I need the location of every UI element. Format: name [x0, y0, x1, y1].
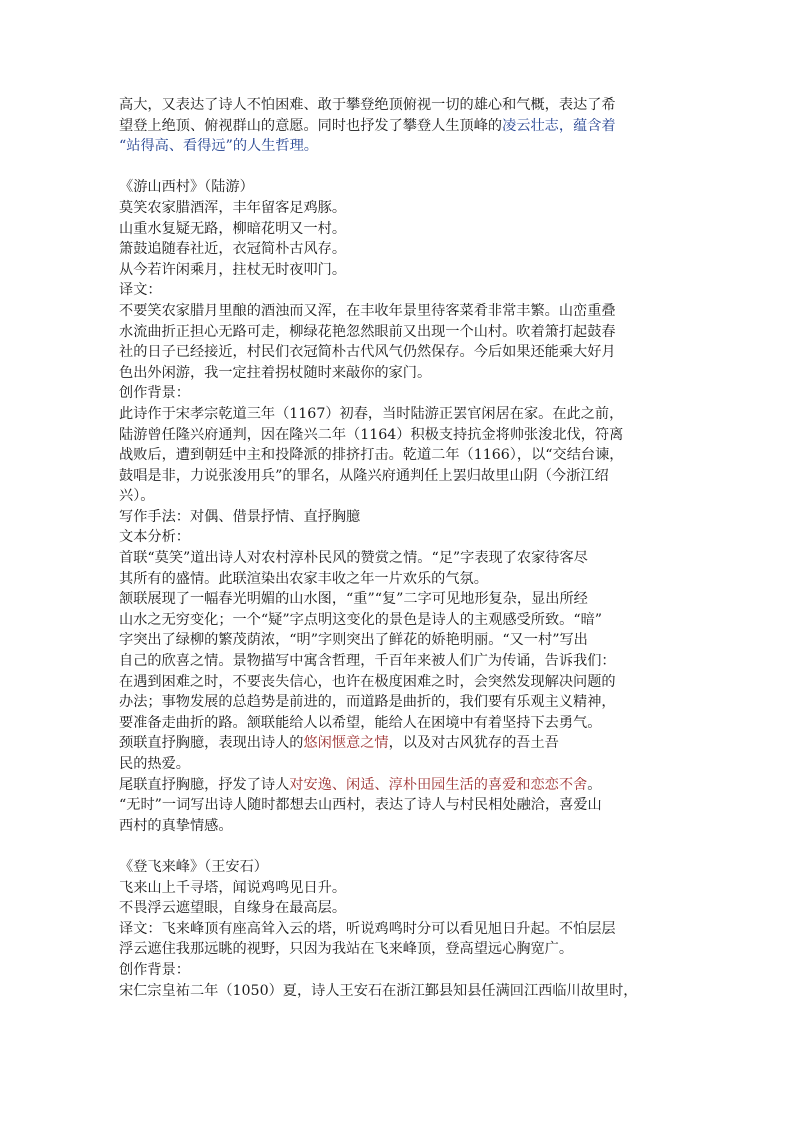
poem1-background: 鼓唱是非，力说张浚用兵”的罪名，从隆兴府通判任上罢归故里山阴（今浙江绍 [119, 467, 609, 484]
poem2-title: 《登飞来峰》（王安石） [119, 858, 268, 875]
tail-text-a: 尾联直抒胸臆，抒发了诗人 [119, 776, 290, 793]
poem1-background-label: 创作背景： [119, 385, 190, 402]
poem2-line: 飞来山上千寻塔，闻说鸡鸣见日升。 [119, 879, 347, 896]
poem1-tail-line-2: “无时”一词写出诗人随时都想去山西村，表达了诗人与村民相处融洽，喜爱山 [119, 797, 602, 814]
poem1-analysis: 字突出了绿柳的繁茂荫浓，“明”字则突出了鲜花的娇艳明丽。“又一村”写出 [119, 632, 588, 649]
poem1-line: 莫笑农家腊酒浑，丰年留客足鸡豚。 [119, 199, 347, 216]
intro-line-1: 高大，又表达了诗人不怕困难、敢于攀登绝顶俯视一切的雄心和气概，表达了希 [119, 97, 616, 113]
poem1-translation: 社的日子已经接近，村民们衣冠简朴古代风气仍然保存。今后如果还能乘大好月 [119, 344, 616, 361]
poem1-line: 箫鼓追随春社近，衣冠简朴古风存。 [119, 241, 347, 258]
poem2-translation: 译文：飞来峰顶有座高耸入云的塔，听说鸡鸣时分可以看见旭日升起。不怕层层 [119, 920, 616, 937]
poem1-neck-line [119, 733, 679, 754]
intro-line-2-text: 望登上绝顶、俯视群山的意愿。同时也抒发了攀登人生顶峰的 [119, 117, 503, 134]
poem1-technique: 写作手法：对偶、借景抒情、直抒胸臆 [119, 508, 361, 525]
poem1-tail-line-3: 西村的真挚情感。 [119, 817, 233, 834]
poem1-translation: 不要笑农家腊月里酿的酒浊而又浑，在丰收年景里待客菜肴非常丰繁。山峦重叠 [119, 302, 616, 319]
poem1-analysis: 办法；事物发展的总趋势是前进的，而道路是曲折的，我们要有乐观主义精神， [119, 694, 616, 711]
poem2-background: 宋仁宗皇祐二年（1050）夏，诗人王安石在浙江鄞县知县任满回江西临川故里时， [119, 982, 638, 999]
tail-highlight: 对安逸、闲适、淳朴田园生活的喜爱和恋恋不舍 [289, 776, 588, 793]
poem1-line: 从今若许闲乘月，拄杖无时夜叩门。 [119, 261, 347, 278]
poem1-translation: 色出外闲游，我一定拄着拐杖随时来敲你的家门。 [119, 364, 432, 381]
poem1-analysis: 其所有的盛情。此联渲染出农家丰收之年一片欢乐的气氛。 [119, 570, 488, 587]
poem1-analysis: 自己的欣喜之情。景物描写中寓含哲理，千百年来被人们广为传诵，告诉我们： [119, 653, 616, 670]
poem1-title: 《游山西村》（陆游） [119, 179, 254, 196]
poem1-background: 陆游曾任隆兴府通判，因在隆兴二年（1164）积极支持抗金将帅张浚北伐，符离 [119, 426, 624, 443]
document-page [119, 95, 679, 1001]
poem1-translation: 水流曲折正担心无路可走，柳绿花艳忽然眼前又出现一个山村。吹着箫打起鼓春 [119, 323, 616, 340]
poem1-line: 山重水复疑无路，柳暗花明又一村。 [119, 220, 347, 237]
poem1-analysis: 颔联展现了一幅春光明媚的山水图，“重”“复”二字可见地形复杂，显出所经 [119, 591, 588, 608]
poem1-tail-line [119, 775, 679, 796]
poem1-background: 兴）。 [119, 488, 155, 505]
neck-highlight: 悠闲惬意之情 [303, 735, 389, 752]
poem1-translation-label: 译文： [119, 282, 162, 299]
neck-text-c: ，以及对古风犹存的吾土吾 [388, 735, 559, 752]
poem1-background: 此诗作于宋孝宗乾道三年（1167）初春，当时陆游正罢官闲居在家。在此之前， [119, 405, 624, 422]
poem2-line: 不畏浮云遮望眼，自缘身在最高层。 [119, 900, 347, 917]
intro-line-2 [119, 116, 679, 137]
spacer [119, 157, 679, 178]
poem1-analysis: 山水之无穷变化；一个“疑”字点明这变化的景色是诗人的主观感受所致。“暗” [119, 611, 603, 628]
intro-line-3: “站得高、看得远”的人生哲理。 [119, 138, 318, 155]
poem2-background-label: 创作背景： [119, 961, 190, 978]
poem1-analysis: 首联“莫笑”道出诗人对农村淳朴民风的赞赏之情。“足”字表现了农家待客尽 [119, 550, 588, 567]
spacer [119, 836, 679, 857]
poem1-analysis-label: 文本分析： [119, 529, 190, 546]
intro-highlight: 凌云壮志，蕴含着 [502, 117, 616, 134]
poem1-analysis: 在遇到困难之时，不要丧失信心，也许在极度困难之时，会突然发现解决问题的 [119, 673, 616, 690]
tail-text-c: 。 [587, 776, 602, 793]
neck-text-a: 颈联直抒胸臆，表现出诗人的 [119, 735, 304, 752]
poem1-neck-line-2: 民的热爱。 [119, 756, 190, 772]
poem1-background: 战败后，遭到朝廷中主和投降派的排挤打击。乾道二年（1166），以“交结台谏， [119, 447, 624, 464]
poem1-analysis: 要准备走曲折的路。颔联能给人以希望，能给人在困境中有着坚持下去勇气。 [119, 714, 602, 731]
poem2-translation: 浮云遮住我那远眺的视野，只因为我站在飞来峰顶，登高望远心胸宽广。 [119, 941, 574, 958]
